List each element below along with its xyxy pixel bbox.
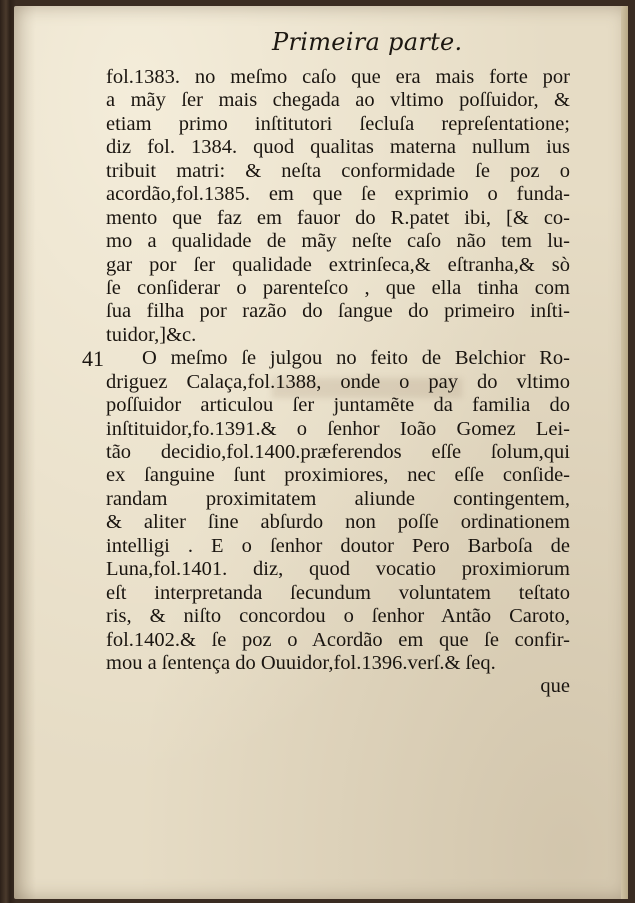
text-line: randam proximitatem aliunde contingentem, (106, 487, 570, 510)
running-head: Primeira parte. (272, 28, 463, 56)
text-line: tuidor,]&c. (106, 323, 197, 346)
text-line: ris, & niſto concordou o ſenhor Antão Caroto, (106, 605, 570, 628)
text-line: mo a qualidade de mãy neſte caſo não tem lu- (106, 230, 570, 253)
text-line: ſua filha por razão do ſangue do primeiro inſti- (106, 300, 570, 323)
text-line: fol.1383. no meſmo caſo que era mais forte por (106, 66, 570, 88)
text-line: tão decidio,fol.1400.præferendos eſſe ſolum,qui (106, 441, 570, 463)
text-line: a mãy ſer mais chegada ao vltimo poſſuidor, & (106, 89, 570, 112)
catchword: que (540, 675, 570, 698)
text-line: fol.1402.& ſe poz o Acordão em que ſe confir- (106, 628, 570, 651)
paragraph-number: 41 (82, 346, 104, 372)
text-line: ex ſanguine ſunt proximiores, nec eſſe conſide- (106, 464, 570, 487)
text-line: gar por ſer qualidade extrinſeca,& eſtranha,& sò (106, 253, 570, 276)
page-edge (621, 6, 628, 899)
text-line: poſſuidor articulou ſer juntamẽte da familia do (106, 394, 570, 417)
text-line: inſtituidor,fo.1391.& o ſenhor Ioão Gomez Lei- (106, 417, 570, 440)
text-line: intelligi . E o ſenhor doutor Pero Barboſa de (106, 534, 570, 557)
text-line: O meſmo ſe julgou no feito de Belchior Ro- (142, 347, 570, 370)
text-line: acordão,fol.1385. em que ſe exprimio o funda- (106, 183, 570, 206)
text-line: driguez Calaça,fol.1388, onde o pay do vltimo (106, 370, 570, 393)
text-line: Luna,fol.1401. diz, quod vocatio proximiorum (106, 558, 570, 581)
text-line: & aliter ſine abſurdo non poſſe ordinationem (106, 511, 570, 534)
text-line: diz fol. 1384. quod qualitas materna nullum ius (106, 136, 570, 159)
text-line: eſt interpretanda ſecundum voluntatem teſtato (106, 581, 570, 604)
text-line: tribuit matri: & neſta conformidade ſe poz o (106, 159, 570, 182)
text-line: etiam primo inſtitutori ſecluſa repreſentatione; (106, 112, 570, 135)
text-line: ſe conſiderar o parenteſco , que ella tinha com (106, 276, 570, 299)
text-line: mou a ſentença do Ouuidor,fol.1396.verſ.& ſeq. (106, 651, 496, 674)
body-text (82, 66, 570, 699)
text-line: mento que faz em fauor do R.patet ibi, [& co- (106, 206, 570, 229)
paragraph-41 (82, 346, 570, 372)
